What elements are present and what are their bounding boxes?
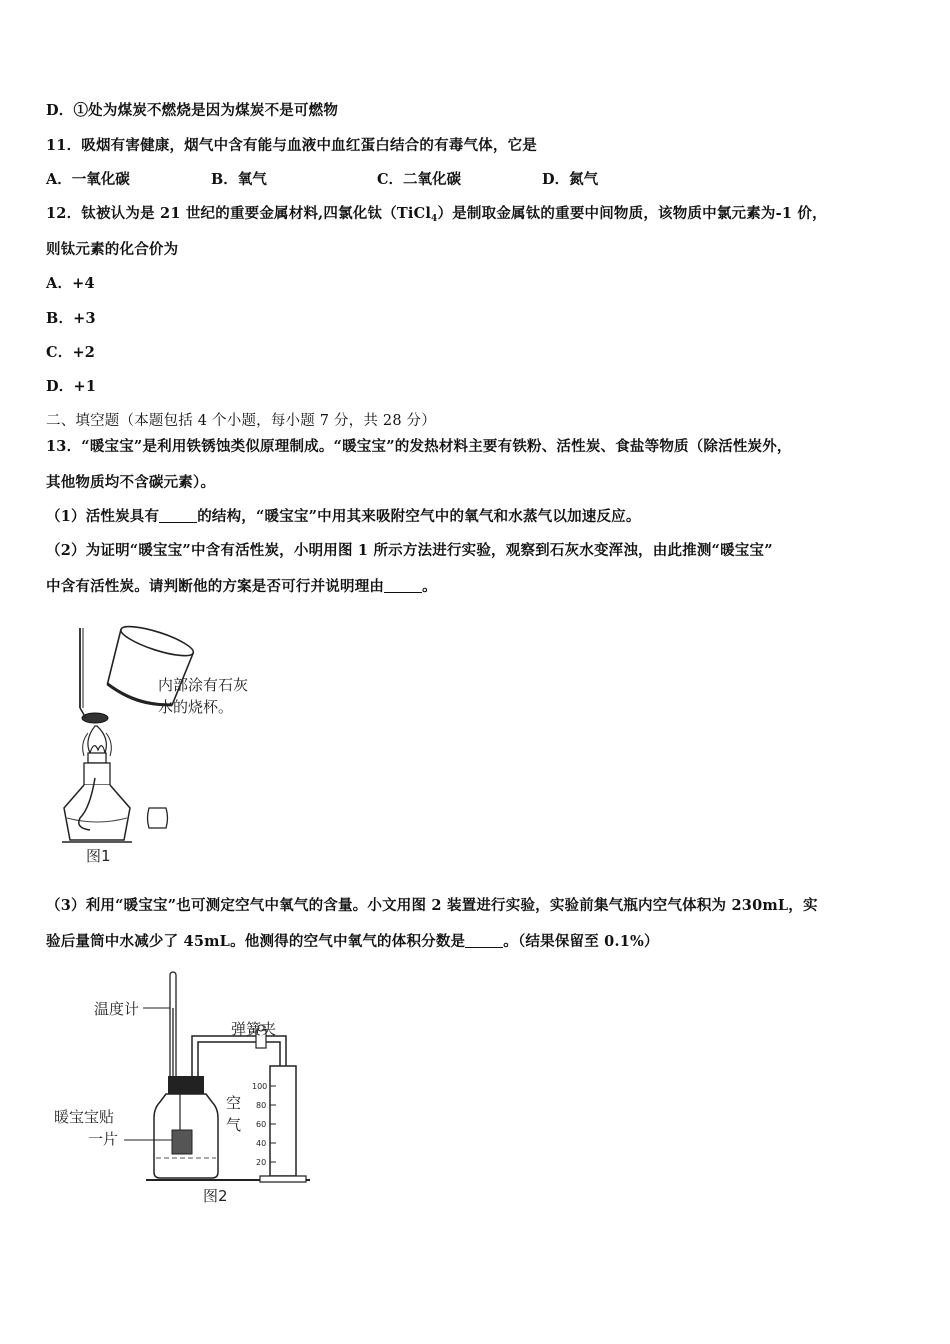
scale-80: 80 — [256, 1101, 267, 1110]
fig2-air-label-1: 空 — [226, 1094, 242, 1112]
fig2-air-label-2: 气 — [226, 1116, 242, 1134]
alcohol-lamp-icon — [62, 753, 132, 842]
gas-bottle-icon — [154, 1076, 218, 1178]
q11-option-c: C．二氧化碳 — [377, 171, 462, 188]
fig2-thermometer-label: 温度计 — [94, 1000, 140, 1018]
fig1-label-line2: 水的烧杯。 — [158, 698, 234, 716]
fig1-caption: 图1 — [86, 847, 111, 865]
answer-blank-3[interactable] — [465, 933, 503, 948]
section-2-heading: 二、填空题（本题包括 4 个小题，每小题 7 分，共 28 分） — [46, 413, 436, 429]
q13-part3-line2: 验后量筒中水减少了 45mL。他测得的空气中氧气的体积分数是 。（结果保留至 0.1%） — [46, 933, 659, 950]
q11-option-b: B．氧气 — [211, 171, 267, 188]
hand-warmer-patch-icon — [172, 1130, 192, 1154]
q13-stem-line2: 其他物质均不含碳元素）。 — [46, 474, 216, 491]
scale-60: 60 — [256, 1120, 267, 1129]
q13-stem-line1: 13．“暖宝宝”是利用铁锈蚀类似原理制成。“暖宝宝”的发热材料主要有铁粉、活性炭、食盐等物质（除活性炭外， — [46, 438, 792, 455]
fig2-patch-label-1: 暖宝宝贴 — [54, 1108, 115, 1126]
q11-option-d: D．氮气 — [542, 171, 599, 188]
scale-100: 100 — [252, 1082, 268, 1091]
q11-stem: 11．吸烟有害健康，烟气中含有能与血液中血红蛋白结合的有毒气体，它是 — [46, 137, 537, 154]
figure-1 — [50, 618, 290, 873]
q12-stem-line2: 则钛元素的化合价为 — [46, 241, 179, 258]
q12-stem-line1: 12．钛被认为是 21 世纪的重要金属材料,四氯化钛（TiCl$_4$）是制取金属钛的重要中间物质，该物质中氯元素为-1 价， — [46, 205, 827, 224]
scale-40: 40 — [256, 1139, 267, 1148]
fig1-label-line1: 内部涂有石灰 — [158, 676, 249, 694]
scale-20: 20 — [256, 1158, 267, 1167]
q10-option-d: D．①处为煤炭不燃烧是因为煤炭不是可燃物 — [46, 102, 339, 119]
q12-option-b: B．+3 — [46, 310, 96, 327]
q13-part2-line2: 中含有活性炭。请判断他的方案是否可行并说明理由 。 — [46, 578, 437, 595]
figure-2-drawing — [48, 968, 318, 1213]
q12-option-c: C．+2 — [46, 344, 96, 361]
answer-blank-1[interactable] — [159, 508, 197, 523]
fig2-clamp-label: 弹簧夹 — [231, 1020, 277, 1038]
figure-1-drawing — [50, 618, 290, 873]
q12-option-a: A．+4 — [46, 275, 95, 292]
q13-part2-line1: （2）为证明“暖宝宝”中含有活性炭，小明用图 1 所示方法进行实验，观察到石灰水变浑浊，由此推测“暖宝宝” — [46, 542, 773, 559]
fig2-patch-label-2: 一片 — [88, 1130, 119, 1148]
q12-option-d: D．+1 — [46, 378, 97, 395]
q13-part3-line1: （3）利用“暖宝宝”也可测定空气中氧气的含量。小文用图 2 装置进行实验，实验前集气瓶内空气体积为 230mL，实 — [46, 897, 818, 914]
q11-option-a: A．一氧化碳 — [46, 171, 130, 188]
answer-blank-2[interactable] — [384, 578, 422, 593]
fig2-caption: 图2 — [203, 1187, 228, 1205]
figure-2 — [48, 968, 318, 1213]
lamp-cap-icon — [148, 808, 168, 828]
q13-part1: （1）活性炭具有 的结构，“暖宝宝”中用其来吸附空气中的氧气和水蒸气以加速反应。 — [46, 508, 641, 525]
